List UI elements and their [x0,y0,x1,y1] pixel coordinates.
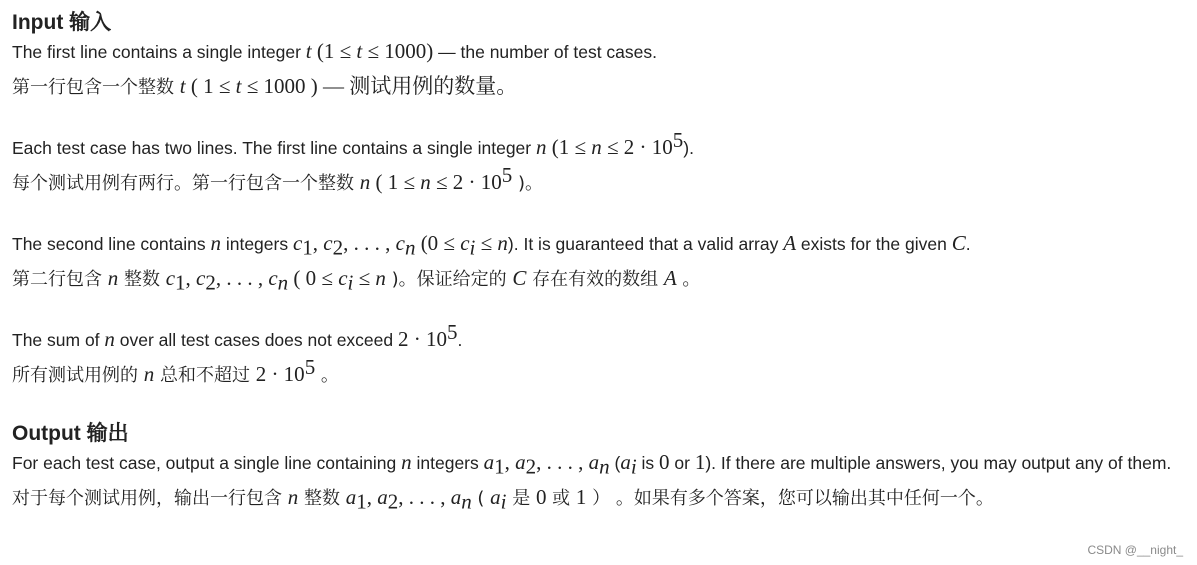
input-para-2-en: Each test case has two lines. The first line contains a single integer n $(1 \le n \le 2 \cdot 10^5)$. [12,128,694,159]
output-para-1-en: For each test case, output a single line containing n integers $a_1$, $a_2$, . . . , $a_n$ ($a_i$ is 0 or 1). If there are multiple answers, you may output any of them. [12,450,1172,479]
input-para-3-zh: 第二行包含 n 整数 $c_1$, $c_2$, . . . , $c_n$ ( $0 \le c_i \le n$ )。保证给定的 C 存在有效的数组 A 。 [12,266,701,295]
output-para-1-zh: 对于每个测试用例，输出一行包含 n 整数 $a_1$, $a_2$, . . . , $a_n$ ( $a_i$ 是 0 或 1 ） 。如果有多个答案，您可以输出其中任何一个。 [12,485,994,514]
output-heading: Output 输出 [12,422,129,445]
input-para-2-zh: 每个测试用例有两行。第一行包含一个整数 n ( $1 \le n \le 2 \cdot 10^5$ )。 [12,163,544,194]
problem-statement [12,8,1187,512]
input-para-3-en: The second line contains n integers $c_1$, $c_2$, . . . , $c_n$ $(0 \le c_i \le n)$. It is guaranteed that a valid array A exists for the given C. [12,231,971,260]
input-para-4-en: The sum of n over all test cases does not exceed $2 \cdot 10^5$. [12,320,463,351]
input-heading: Input 输入 [12,11,112,34]
csdn-watermark: CSDN @__night_ [1087,543,1183,557]
input-para-1-zh: 第一行包含一个整数 t ( 1 ≤ t ≤ 1000 ) — 测试用例的数量。 [12,74,518,98]
input-para-4-zh: 所有测试用例的 n 总和不超过 $2 \cdot 10^5$ 。 [12,355,339,386]
input-para-1-en: The first line contains a single integer t (1 ≤ t ≤ 1000) — the number of test cases. [12,39,657,63]
